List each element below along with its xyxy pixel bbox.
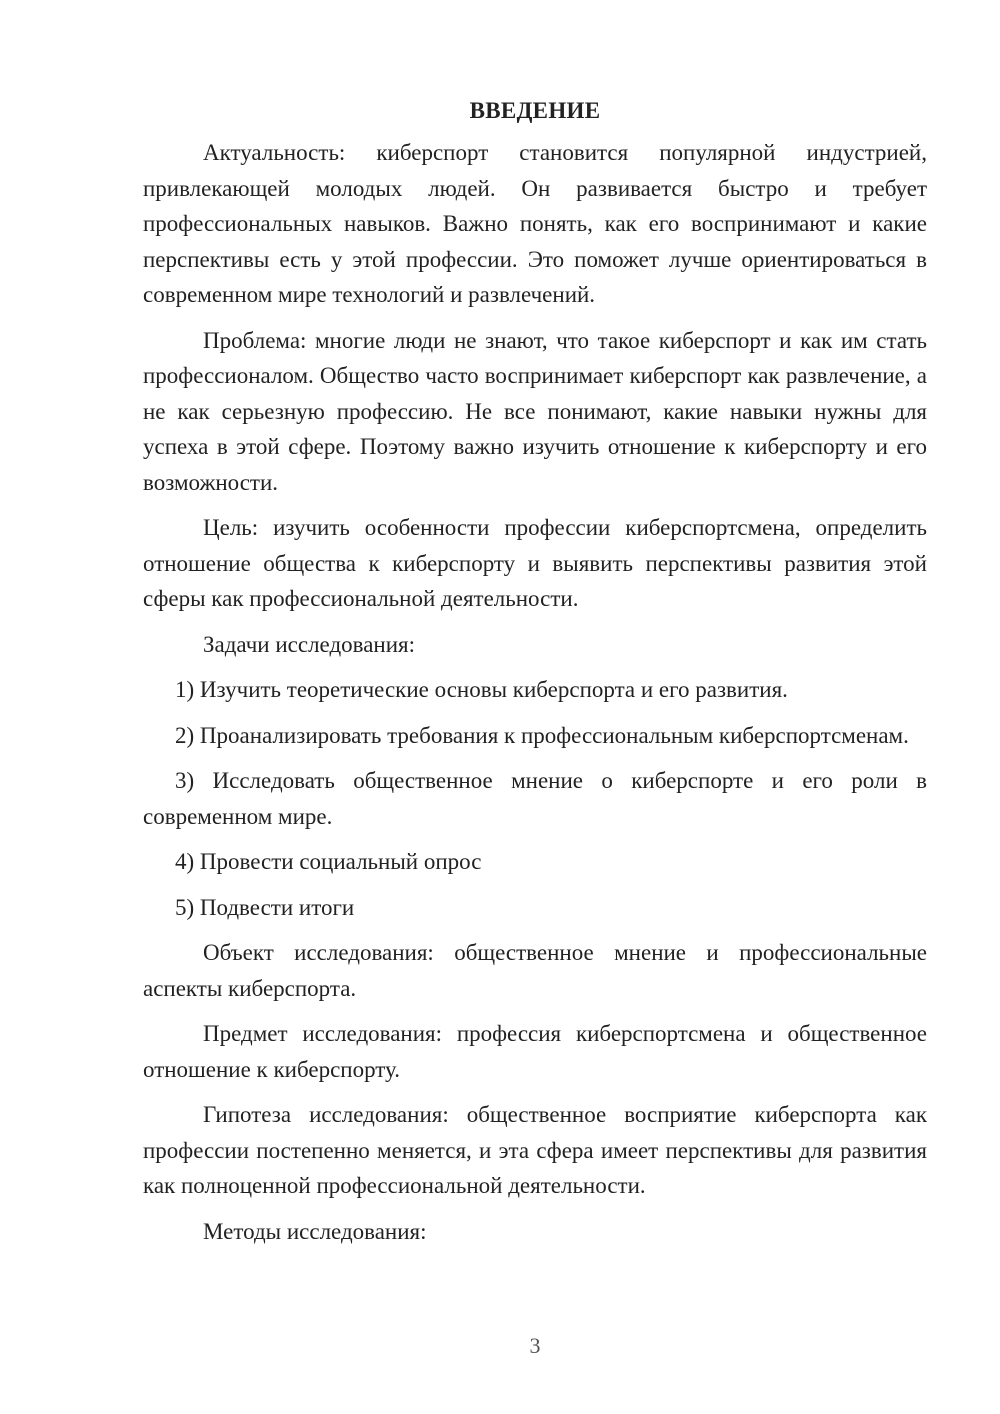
task-item-5: 5) Подвести итоги [175, 894, 355, 920]
page-heading: ВВЕДЕНИЕ [469, 98, 601, 123]
methods-title: Методы исследования: [203, 1218, 427, 1244]
paragraph-object: Объект исследования: общественное мнение и профессиональные аспекты киберспорта. [143, 940, 927, 1001]
page-number: 3 [529, 1333, 541, 1358]
page-content [143, 96, 927, 1259]
task-item-2: 2) Проанализировать требования к профессиональным киберспортсменам. [175, 722, 909, 748]
paragraph-goal: Цель: изучить особенности профессии киберспортсмена, определить отношение общества к киберспорту и выявить перспективы развития этой сферы как профессиональной деятельности. [143, 515, 927, 611]
tasks-title: Задачи исследования: [203, 631, 416, 657]
paragraph-relevance: Актуальность: киберспорт становится популярной индустрией, привлекающей молодых людей. Он развивается быстро и требует профессиональных навыков. Важно понять, как его воспринимают и какие перспективы есть у этой профессии. Это поможет лучше ориентироваться в современном мире технологий и развлечений. [143, 140, 927, 307]
task-item-4: 4) Провести социальный опрос [175, 849, 482, 874]
task-item-1: 1) Изучить теоретические основы киберспорта и его развития. [175, 677, 788, 702]
task-item-3: 3) Исследовать общественное мнение о киберспорте и его роли в современном мире. [143, 768, 927, 829]
paragraph-problem: Проблема: многие люди не знают, что такое киберспорт и как им стать профессионалом. Общество часто воспринимает киберспорт как развлечение, а не как серьезную профессию. Не все понимают, какие навыки нужны для успеха в этой сфере. Поэтому важно изучить отношение к киберспорту и его возможности. [143, 327, 927, 495]
paragraph-subject: Предмет исследования: профессия киберспортсмена и общественное отношение к киберспорту. [143, 1021, 927, 1082]
paragraph-hypothesis: Гипотеза исследования: общественное восприятие киберспорта как профессии постепенно меняется, и эта сфера имеет перспективы для развития как полноценной профессиональной деятельности. [143, 1102, 927, 1198]
